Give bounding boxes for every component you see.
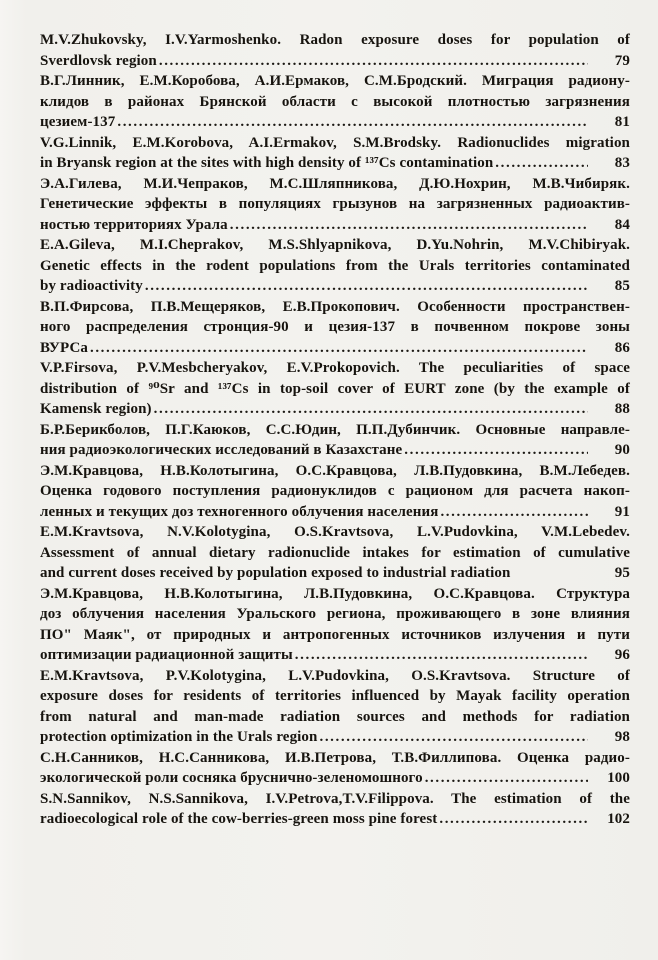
- toc-line: distribution of ⁹⁰Sr and ¹³⁷Cs in top-soil cover of EURT zone (by the example of: [40, 380, 630, 397]
- page-number: 88: [614, 401, 630, 417]
- toc-final-line: [40, 727, 630, 748]
- toc-final-line: [40, 112, 630, 133]
- page-number: 79: [614, 52, 630, 69]
- toc-entry: [40, 71, 630, 133]
- dot-leader: [404, 440, 588, 461]
- toc-line: from natural and man-made radiation sources and methods for radiation: [40, 708, 630, 725]
- toc-final-line: [40, 276, 630, 297]
- toc-entry-text: Kamensk region): [40, 401, 152, 417]
- dot-leader: [439, 809, 588, 830]
- toc-line: Оценка годового поступления радионуклидов с рационом для расчета накоп-: [40, 483, 630, 499]
- toc-final-line: [40, 440, 630, 461]
- toc-final-line: [40, 502, 630, 523]
- page-number: 100: [607, 770, 630, 786]
- toc-line: Э.А.Гилева, М.И.Чепраков, М.С.Шляпникова, Д.Ю.Нохрин, М.В.Чибиряк.: [40, 175, 630, 192]
- page-number: 91: [614, 503, 630, 520]
- toc-entry: [40, 584, 630, 666]
- toc-entry: [40, 235, 630, 297]
- dot-leader: [440, 502, 588, 523]
- page-number: 102: [607, 811, 630, 827]
- dot-leader: [90, 338, 588, 359]
- toc-entry: [40, 748, 630, 789]
- toc-final-line: [40, 215, 630, 236]
- toc-entry-text: ВУРСа: [40, 339, 88, 356]
- toc-entry-text: оптимизации радиационной защиты: [40, 647, 293, 663]
- toc-line: Б.Р.Берикболов, П.Г.Каюков, С.С.Юдин, П.П.Дубинчик. Основные направле-: [40, 421, 630, 438]
- toc-line: V.P.Firsova, P.V.Mesbcheryakov, E.V.Prokopovich. The peculiarities of space: [40, 360, 630, 376]
- toc-entry-text: экологической роли сосняка бруснично-зеленомошного: [40, 770, 423, 786]
- toc-final-line: [40, 153, 630, 174]
- page-number: 95: [614, 565, 630, 581]
- toc-entry-text: by radioactivity: [40, 278, 143, 294]
- toc-final-line: [40, 768, 630, 789]
- toc-line: E.A.Gileva, M.I.Cheprakov, M.S.Shlyapnikova, D.Yu.Nohrin, M.V.Chibiryak.: [40, 237, 630, 253]
- toc-final-line: [40, 809, 630, 830]
- toc-line: С.Н.Санников, Н.С.Санникова, И.В.Петрова, Т.В.Филлипова. Оценка радио-: [40, 749, 630, 766]
- toc-line: Э.М.Кравцова, Н.В.Колотыгина, Л.В.Пудовкина, О.С.Кравцова. Структура: [40, 585, 630, 602]
- toc-entry: [40, 461, 630, 523]
- toc-entry-text: ния радиоэкологических исследований в Казахстане: [40, 442, 403, 458]
- toc-entry: [40, 522, 630, 584]
- toc-line: M.V.Zhukovsky, I.V.Yarmoshenko. Radon exposure doses for population of: [40, 32, 630, 48]
- toc-line: exposure doses for residents of territories influenced by Mayak facility operation: [40, 688, 630, 704]
- toc-line: ПО" Маяк", от природных и антропогенных источников излучения и пути: [40, 626, 630, 643]
- page-number: 84: [614, 216, 630, 233]
- toc-line: доз облучения населения Уральского региона, проживающего в зоне влияния: [40, 606, 630, 622]
- toc-final-line: [40, 645, 630, 666]
- page-number: 83: [614, 155, 630, 171]
- toc-entry-text: and current doses received by population exposed to industrial radiation: [40, 565, 511, 581]
- dot-leader: [295, 645, 588, 666]
- toc-entry-text: ностью территориях Урала: [40, 216, 228, 233]
- toc-line: V.G.Linnik, E.M.Korobova, A.I.Ermakov, S.M.Brodsky. Radionuclides migration: [40, 134, 630, 151]
- toc-entry-text: Sverdlovsk region: [40, 52, 157, 69]
- toc-line: S.N.Sannikov, N.S.Sannikova, I.V.Petrova,T.V.Filippova. The estimation of the: [40, 790, 630, 807]
- toc-final-line: [40, 338, 630, 359]
- toc-final-line: [40, 399, 630, 420]
- dot-leader: [117, 112, 588, 133]
- toc-line: Genetic effects in the rodent populations from the Urals territories contaminated: [40, 257, 630, 274]
- page-number: 81: [614, 114, 630, 130]
- toc-entry: [40, 297, 630, 359]
- page-number: 90: [614, 442, 630, 458]
- toc-line: Э.М.Кравцова, Н.В.Колотыгина, О.С.Кравцова, Л.В.Пудовкина, В.М.Лебедев.: [40, 462, 630, 479]
- toc-entry-text: in Bryansk region at the sites with high density of ¹³⁷Cs contamination: [40, 155, 494, 171]
- toc-entry: [40, 358, 630, 420]
- toc-entry: [40, 420, 630, 461]
- page-number: 86: [614, 339, 630, 356]
- toc-entry: [40, 30, 630, 71]
- toc-line: E.M.Kravtsova, P.V.Kolotygina, L.V.Pudovkina, O.S.Kravtsova. Structure of: [40, 667, 630, 684]
- toc-entry-text: protection optimization in the Urals region: [40, 729, 318, 745]
- toc-entry: [40, 789, 630, 830]
- dot-leader: [425, 768, 588, 789]
- toc-line: В.П.Фирсова, П.В.Мещеряков, Е.В.Прокопович. Особенности пространствен-: [40, 298, 630, 315]
- page-number: 98: [614, 729, 630, 745]
- page-number: 96: [614, 647, 630, 663]
- toc-line: E.M.Kravtsova, N.V.Kolotygina, O.S.Kravtsova, L.V.Pudovkina, V.M.Lebedev.: [40, 524, 630, 540]
- toc-line: ного распределения стронция-90 и цезия-137 в почвенном покрове зоны: [40, 319, 630, 335]
- toc-entry-text: цезием-137: [40, 114, 116, 130]
- toc-line: клидов в районах Брянской области с высокой плотностью загрязнения: [40, 93, 630, 110]
- toc-line: Генетические эффекты в популяциях грызунов на загрязненных радиоактив-: [40, 196, 630, 212]
- toc-line: Assessment of annual dietary radionuclide intakes for estimation of cumulative: [40, 544, 630, 561]
- toc-final-line: [40, 51, 630, 72]
- dot-leader: [145, 276, 588, 297]
- toc-entry-text: radioecological role of the cow-berries-green moss pine forest: [40, 811, 438, 827]
- dot-leader: [154, 399, 588, 420]
- toc-final-line: [40, 563, 630, 584]
- dot-leader: [159, 51, 588, 72]
- toc-line: В.Г.Линник, Е.М.Коробова, А.И.Ермаков, С.М.Бродский. Миграция радиону-: [40, 73, 630, 89]
- page-number: 85: [614, 278, 630, 294]
- toc-entry: [40, 666, 630, 748]
- toc-entry: [40, 133, 630, 174]
- dot-leader: [230, 215, 588, 236]
- dot-leader: [319, 727, 588, 748]
- dot-leader: [495, 153, 588, 174]
- table-of-contents: [40, 30, 630, 830]
- toc-entry: [40, 174, 630, 236]
- toc-entry-text: ленных и текущих доз техногенного облучения населения: [40, 503, 439, 520]
